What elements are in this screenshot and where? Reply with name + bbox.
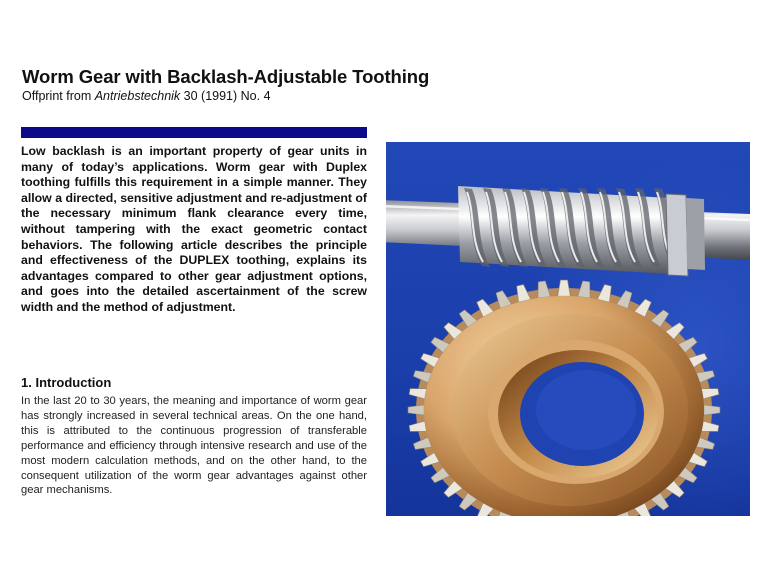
worm-thread [458,186,705,276]
subtitle-suffix: 30 (1991) No. 4 [180,89,271,103]
section-divider-bar [21,127,367,138]
journal-name: Antriebstechnik [94,89,181,103]
introduction-paragraph: In the last 20 to 30 years, the meaning and importance of worm gear has strongly increased in several technical areas. On the one hand, this is attributed to the continuous progression of transferable performance and efficiency through intensive research and use of the most modern calculation methods, and on the other hand, to the consequent utilization of the worm gear advantages against other gear mechanisms. [21,395,367,497]
introduction-heading: 1. Introduction [21,375,112,390]
article-title: Worm Gear with Backlash-Adjustable Toothing [22,66,430,87]
abstract-paragraph: Low backlash is an important property of gear units in many of today’s applications. Worm gear with Duplex toothing fulfills this requirement in a simple manner. They allow a directed, sensitive adjustment and re-adjustment of the necessary minimum flank clearance every time, without tampering with the exact geometric contact behaviors. The following article describes the principle and effectiveness of the DUPLEX toothing, explains its advantages compared to other gear adjustment options, and goes into the detailed ascertainment of the screw width and the method of adjustment. [21,144,367,314]
article-subtitle [22,89,271,103]
subtitle-prefix: Offprint from [22,89,95,103]
worm-gear-photo-icon [386,142,750,516]
